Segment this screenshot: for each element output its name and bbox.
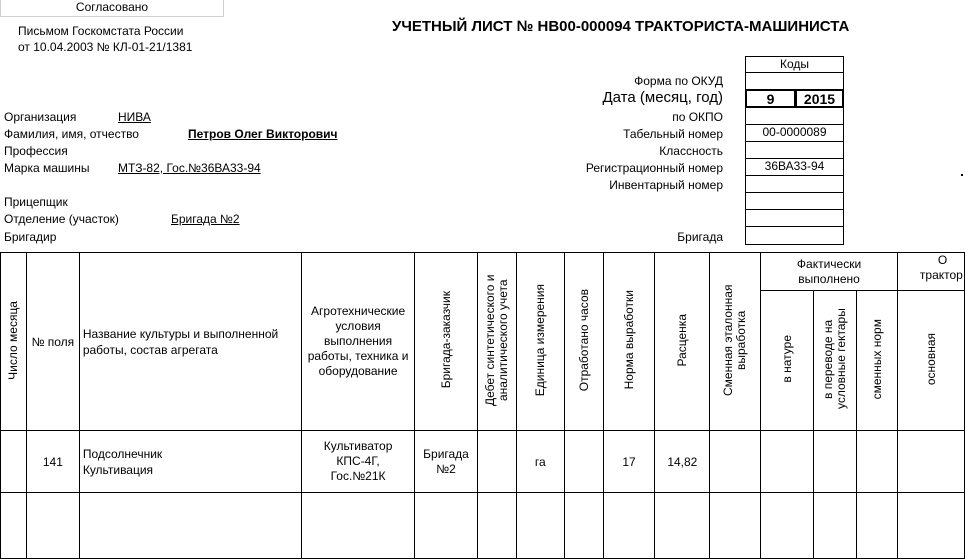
extra-code-cell-2[interactable] bbox=[745, 209, 844, 227]
header-field: № поля bbox=[26, 253, 79, 431]
edge-mark bbox=[961, 174, 963, 176]
work-table bbox=[0, 252, 965, 559]
machine-label: Марка машины bbox=[4, 161, 90, 175]
header-shift-norms: сменных норм bbox=[857, 291, 898, 431]
header-customer: Бригада-заказчик bbox=[415, 253, 478, 431]
cell-conv[interactable] bbox=[814, 431, 857, 493]
cell-field[interactable]: 141 bbox=[26, 431, 79, 493]
okud-value[interactable] bbox=[745, 72, 844, 90]
tab-number-label: Табельный номер bbox=[623, 127, 723, 141]
okud-label: Форма по ОКУД bbox=[634, 74, 723, 88]
cell-agro[interactable]: Культиватор КПС-4Г, Гос.№21К bbox=[302, 431, 415, 493]
profession-label: Профессия bbox=[4, 144, 68, 158]
trailer-label: Прицепщик bbox=[4, 195, 68, 209]
date-label: Дата (месяц, год) bbox=[602, 89, 723, 106]
header-debit: Дебет синтетического и аналитического учета bbox=[477, 253, 516, 431]
header-hours: Отработано часов bbox=[564, 253, 603, 431]
cell-customer[interactable]: Бригада №2 bbox=[415, 431, 478, 493]
fio-label: Фамилия, имя, отчество bbox=[4, 127, 139, 141]
extra-code-cell-1[interactable] bbox=[745, 192, 844, 210]
class-value[interactable] bbox=[745, 141, 844, 159]
header-tractor-partial: О трактор bbox=[897, 253, 964, 291]
cell-in-kind[interactable] bbox=[761, 431, 814, 493]
page-title: УЧЕТНЫЙ ЛИСТ № НВ00-000094 ТРАКТОРИСТА-МАШИНИСТА bbox=[392, 18, 850, 35]
header-unit: Единица измерения bbox=[516, 253, 564, 431]
month-value[interactable]: 9 bbox=[745, 89, 796, 108]
approval-agreed: Согласовано bbox=[0, 0, 224, 17]
header-conv: в переводе на условные гектары bbox=[814, 291, 857, 431]
cell-shift-norms[interactable] bbox=[857, 431, 898, 493]
table-row[interactable] bbox=[1, 431, 965, 493]
header-agro: Агротехнические условия выполнения работы, техника и оборудование bbox=[302, 253, 415, 431]
reg-number-label: Регистрационный номер bbox=[585, 161, 723, 175]
brigade-value[interactable] bbox=[745, 226, 844, 245]
header-in-kind: в натуре bbox=[761, 291, 814, 431]
okpo-label: по ОКПО bbox=[672, 110, 723, 124]
brigade-label: Бригада bbox=[677, 230, 723, 244]
header-rate: Расценка bbox=[655, 253, 710, 431]
cell-unit[interactable]: га bbox=[516, 431, 564, 493]
header-shift: Сменная эталонная выработка bbox=[710, 253, 761, 431]
codes-header: Коды bbox=[745, 56, 844, 73]
cell-debit[interactable] bbox=[477, 431, 516, 493]
header-actual: Фактически выполнено bbox=[761, 253, 898, 291]
okpo-value[interactable] bbox=[745, 107, 844, 125]
reg-number-value[interactable]: 36ВА33-94 bbox=[745, 158, 844, 176]
cell-day[interactable] bbox=[1, 431, 27, 493]
org-value: НИВА bbox=[118, 110, 151, 124]
header-day: Число месяца bbox=[1, 253, 27, 431]
header-norm: Норма выработки bbox=[603, 253, 655, 431]
tab-number-value[interactable]: 00-0000089 bbox=[745, 124, 844, 142]
class-label: Классность bbox=[659, 144, 723, 158]
year-value[interactable]: 2015 bbox=[795, 89, 844, 108]
cell-culture[interactable]: Подсолнечник Культивация bbox=[79, 431, 301, 493]
fio-value: Петров Олег Викторович bbox=[188, 127, 338, 141]
inv-number-label: Инвентарный номер bbox=[609, 178, 723, 192]
cell-norm[interactable]: 17 bbox=[603, 431, 655, 493]
inv-number-value[interactable] bbox=[745, 175, 844, 193]
header-main: основная bbox=[897, 291, 964, 431]
machine-value: МТЗ-82, Гос.№36ВА33-94 bbox=[118, 161, 261, 175]
cell-hours[interactable] bbox=[564, 431, 603, 493]
cell-shift[interactable] bbox=[710, 431, 761, 493]
approval-line1: Письмом Госкомстата России bbox=[18, 24, 184, 38]
dept-value: Бригада №2 bbox=[171, 212, 240, 226]
approval-line2: от 10.04.2003 № КЛ-01-21/1381 bbox=[18, 40, 193, 54]
org-label: Организация bbox=[4, 110, 77, 124]
header-culture: Название культуры и выполненной работы, состав агрегата bbox=[79, 253, 301, 431]
cell-rate[interactable]: 14,82 bbox=[655, 431, 710, 493]
brigadier-label: Бригадир bbox=[4, 230, 57, 244]
table-row-empty[interactable] bbox=[1, 493, 965, 559]
dept-label: Отделение (участок) bbox=[4, 212, 119, 226]
cell-main[interactable] bbox=[897, 431, 964, 493]
